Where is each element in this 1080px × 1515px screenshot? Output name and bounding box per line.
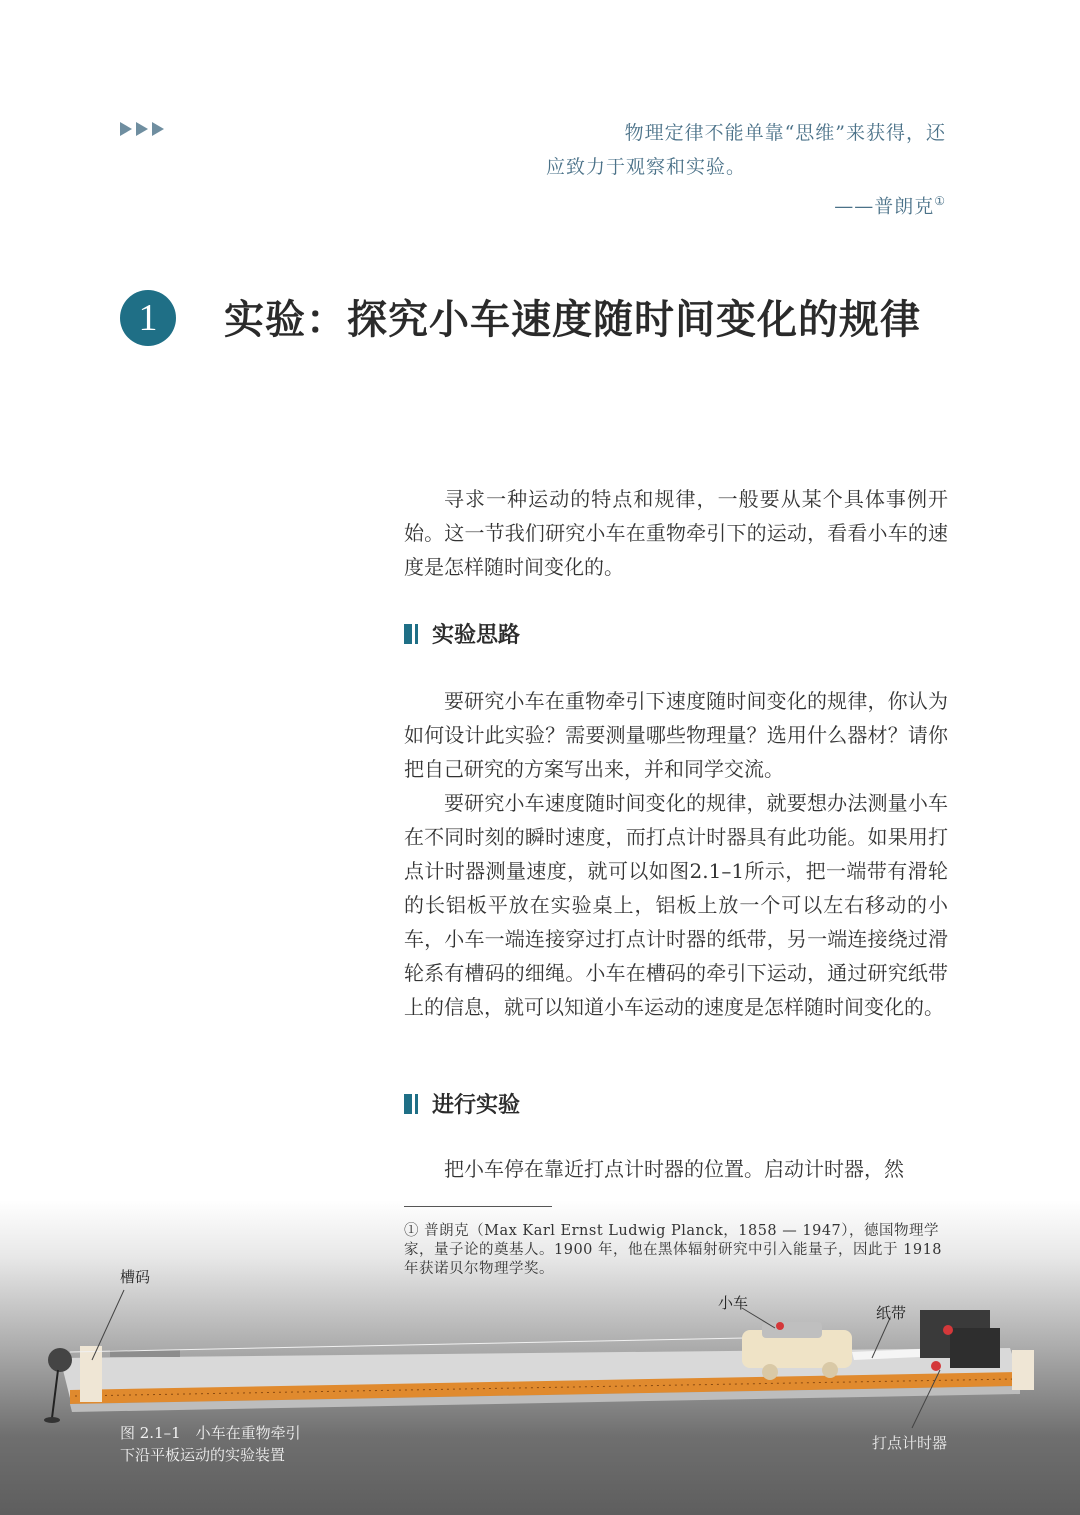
section-experiment-body (404, 1152, 948, 1186)
section-idea-paragraph-1: 要研究小车在重物牵引下速度随时间变化的规律，你认为如何设计此实验？需要测量哪些物理量？选用什么器材？请你把自己研究的方案写出来，并和同学交流。 (404, 689, 948, 781)
hanging-weight (44, 1417, 60, 1423)
figure-caption-line-2: 下沿平板运动的实验装置 (120, 1446, 286, 1464)
label-cart: 小车 (718, 1294, 749, 1312)
section-bar-icon (404, 624, 418, 644)
quote-author (546, 184, 946, 223)
pulley-wheel (48, 1348, 72, 1372)
label-timer: 打点计时器 (872, 1434, 948, 1452)
chapter-number-badge: 1 (120, 290, 176, 346)
epigraph-quote (546, 116, 946, 223)
footnote-text: ① 普朗克（Max Karl Ernst Ludwig Planck，1858 — 1947），德国物理学家，量子论的奠基人。1900 年，他在黑体辐射研究中引入能量子，因此于 1918 年获诺贝尔物理学奖。 (404, 1223, 943, 1277)
figure-caption (120, 1422, 301, 1466)
label-tape: 纸带 (876, 1304, 907, 1322)
chapter-title: 实验：探究小车速度随时间变化的规律 (224, 297, 921, 343)
quote-line-1: 物理定律不能单靠“思维”来获得，还 (624, 122, 946, 144)
pulley-bracket (80, 1346, 102, 1402)
section-heading-experiment (404, 1088, 520, 1119)
section-bar-icon (404, 1094, 418, 1114)
section-idea-paragraph-2: 要研究小车速度随时间变化的规律，就要想办法测量小车在不同时刻的瞬时速度，而打点计时器具有此功能。如果用打点计时器测量速度，就可以如图2.1–1所示，把一端带有滑轮的长铝板平放在实验桌上，铝板上放一个可以左右移动的小车，小车一端连接穿过打点计时器的纸带，另一端连接绕过滑轮系有槽码的细绳。小车在槽码的牵引下运动，通过研究纸带上的信息，就可以知道小车运动的速度是怎样随时间变化的。 (404, 791, 948, 1019)
footnote-rule (404, 1206, 552, 1207)
section-heading-idea-text: 实验思路 (432, 623, 521, 648)
section-heading-experiment-text: 进行实验 (432, 1093, 521, 1118)
intro-block (404, 482, 948, 584)
section-heading-idea (404, 618, 520, 649)
label-weight: 槽码 (120, 1268, 151, 1286)
quote-author-name: ——普朗克 (834, 195, 935, 218)
section-idea-body (404, 684, 948, 1024)
footnote-marker: ① (934, 194, 946, 208)
section-experiment-paragraph-1: 把小车停在靠近打点计时器的位置。启动计时器，然 (444, 1157, 904, 1181)
figure-caption-line-1: 图 2.1–1 小车在重物牵引 (120, 1424, 301, 1442)
quote-line-2: 应致力于观察和实验。 (546, 156, 747, 178)
header-arrows-icon (120, 122, 164, 136)
intro-paragraph: 寻求一种运动的特点和规律，一般要从某个具体事例开始。这一节我们研究小车在重物牵引下的运动，看看小车的速度是怎样随时间变化的。 (404, 487, 948, 579)
